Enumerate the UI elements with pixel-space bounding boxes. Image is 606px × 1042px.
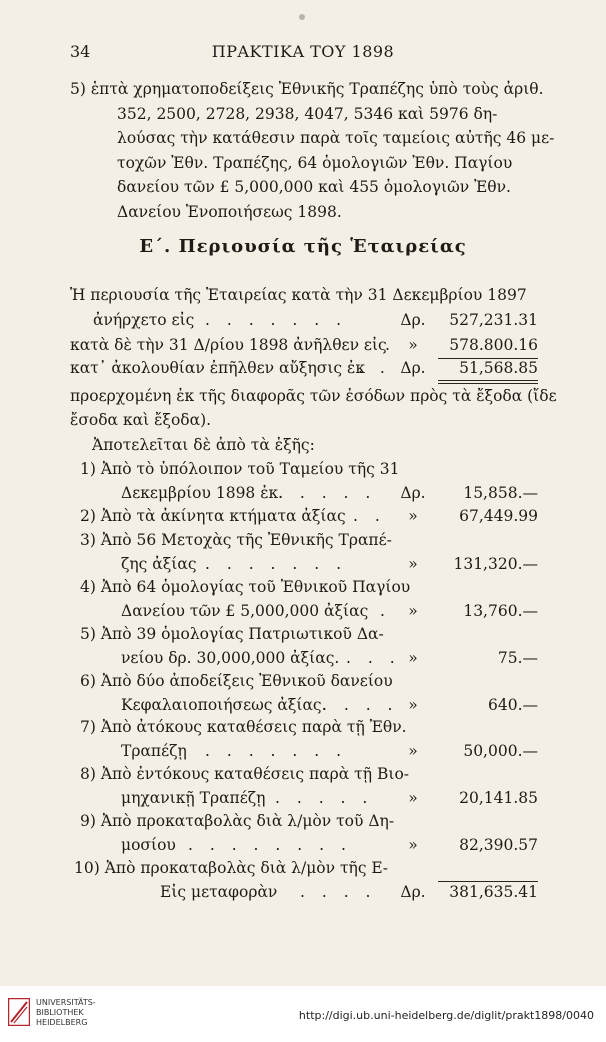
- currency: Δρ.: [400, 359, 426, 377]
- amount: 15,858.—: [463, 484, 538, 502]
- amount: 67,449.99: [459, 507, 538, 525]
- leader-dots: . . . . . . .: [205, 742, 348, 760]
- currency: »: [408, 649, 418, 667]
- library-logo-icon: [8, 998, 30, 1026]
- total-rule: [438, 383, 538, 384]
- currency: Δρ.: [400, 484, 426, 502]
- library-footer: [0, 986, 606, 1042]
- row-label: ἀνήρχετο εἰς: [93, 311, 195, 329]
- item-line: μηχανικῇ Τραπέζῃ: [121, 789, 266, 807]
- amount: 578.800.16: [449, 336, 538, 354]
- asset-item-9: [0, 812, 606, 862]
- item-5-paragraph: [70, 77, 555, 224]
- leader-dots: .: [385, 336, 396, 354]
- asset-item-5: [0, 625, 606, 675]
- text-line: 352, 2500, 2728, 2938, 4047, 5346 καὶ 5976 δη-: [117, 104, 498, 123]
- library-name-line: HEIDELBERG: [36, 1018, 88, 1027]
- item-line: Κεφαλαιοποιήσεως ἀξίας.: [121, 696, 327, 714]
- leader-dots: . .: [358, 359, 391, 377]
- carry-rule: [438, 881, 538, 882]
- text-line: 5) ἑπτὰ χρηματοποδείξεις Ἐθνικῆς Τραπέζης ὑπὸ τοὺς ἀριθ.: [70, 80, 544, 98]
- page-number: 34: [70, 42, 91, 61]
- carry-forward-row: [0, 883, 606, 907]
- page-header: [0, 42, 606, 68]
- amount: 50,000.—: [463, 742, 538, 760]
- text-line: δανείου τῶν £ 5,000,000 καὶ 455 ὁμολογιῶν Ἐθν.: [117, 178, 511, 196]
- source-url-link[interactable]: http://digi.ub.uni-heidelberg.de/diglit/prakt1898/0040: [298, 1009, 594, 1022]
- asset-item-10: [0, 859, 606, 883]
- currency: »: [408, 555, 418, 573]
- currency: »: [408, 507, 418, 525]
- item-line: 6) Ἀπὸ δύο ἀποδείξεις Ἐθνικοῦ δανείου: [80, 672, 393, 690]
- currency: »: [408, 602, 418, 620]
- property-intro: Ἡ περιουσία τῆς Ἑταιρείας κατὰ τὴν 31 Δεκεμβρίου 1897: [70, 286, 527, 304]
- leader-dots: . . . . .: [278, 484, 377, 502]
- item-line: 7) Ἀπὸ ἀτόκους καταθέσεις παρὰ τῇ Ἐθν.: [80, 718, 407, 736]
- text-line: Δανείου Ἑνοποιήσεως 1898.: [117, 202, 342, 221]
- asset-item-6: [0, 672, 606, 722]
- currency: Δρ.: [400, 883, 426, 901]
- leader-dots: . . . . . . .: [205, 555, 348, 573]
- row-label: Εἰς μεταφορὰν: [160, 883, 278, 901]
- asset-item-2: [0, 507, 606, 531]
- item-line: ζης ἀξίας: [121, 555, 197, 573]
- item-line: 9) Ἀπὸ προκαταβολὰς διὰ λ/μὸν τοῦ Δη-: [80, 812, 395, 830]
- leader-dots: . . .: [346, 649, 401, 667]
- leader-dots: . . . .: [322, 696, 399, 714]
- text-line: λούσας τὴν κατάθεσιν παρὰ τοῖς ταμείοις αὐτῆς 46 με-: [117, 129, 555, 147]
- asset-item-3: [0, 531, 606, 581]
- amount: 131,320.—: [453, 555, 538, 573]
- library-name-line: UNIVERSITÄTS-: [36, 998, 96, 1007]
- item-line: 8) Ἀπὸ ἐντόκους καταθέσεις παρὰ τῇ Βιο-: [80, 765, 410, 783]
- total-rule: [438, 380, 538, 381]
- leader-dots: . . . .: [300, 883, 377, 901]
- asset-item-1: [0, 460, 606, 510]
- property-text: προερχομένη ἐκ τῆς διαφορᾶς τῶν ἐσόδων πρὸς τὰ ἔξοδα (ἴδε: [70, 387, 557, 405]
- amount: 381,635.41: [449, 883, 538, 901]
- amount: 640.—: [487, 696, 538, 714]
- currency: »: [408, 836, 418, 854]
- running-title: ΠΡΑΚΤΙΚΑ ΤΟΥ 1898: [211, 42, 395, 61]
- leader-dots: . . . . . . . .: [188, 836, 352, 854]
- item-line: 1) Ἀπὸ τὸ ὑπόλοιπον τοῦ Ταμείου τῆς 31: [80, 460, 400, 478]
- item-line: νείου δρ. 30,000,000 ἀξίας.: [121, 649, 340, 667]
- amount: 82,390.57: [459, 836, 538, 854]
- library-name-line: BIBLIOTHEK: [36, 1008, 84, 1017]
- asset-item-7: [0, 718, 606, 768]
- item-line: 5) Ἀπὸ 39 ὁμολογίας Πατριωτικοῦ Δα-: [80, 625, 384, 643]
- library-name: [36, 998, 96, 1028]
- asset-item-4: [0, 578, 606, 628]
- amount: 13,760.—: [463, 602, 538, 620]
- section-title: Ε΄. Περιουσία τῆς Ἑταιρείας: [139, 236, 467, 257]
- currency: Δρ.: [400, 311, 426, 329]
- leader-dots: . . . . .: [275, 789, 374, 807]
- currency: »: [408, 742, 418, 760]
- amount: 527,231.31: [449, 311, 538, 329]
- currency: »: [408, 336, 418, 354]
- item-line: μοσίου: [121, 836, 176, 854]
- item-line: Δεκεμβρίου 1898 ἐκ.: [121, 484, 284, 502]
- row-label: κατ᾽ ἀκολουθίαν ἐπῆλθεν αὔξησις ἐκ: [70, 359, 366, 377]
- leader-dots: .: [380, 602, 391, 620]
- page-mark: [299, 14, 305, 20]
- amount: 75.—: [497, 649, 538, 667]
- amount: 20,141.85: [459, 789, 538, 807]
- currency: »: [408, 789, 418, 807]
- item-line: 2) Ἀπὸ τὰ ἀκίνητα κτήματα ἀξίας: [80, 507, 346, 525]
- leader-dots: . . . . . . .: [205, 311, 348, 329]
- property-text: Ἀποτελεῖται δὲ ἀπὸ τὰ ἑξῆς:: [92, 436, 315, 454]
- row-label: κατὰ δὲ τὴν 31 Δ/ρίου 1898 ἀνῆλθεν εἰς: [70, 336, 387, 354]
- item-line: 10) Ἀπὸ προκαταβολὰς διὰ λ/μὸν τῆς Ε-: [74, 859, 388, 877]
- amount: 51,568.85: [459, 359, 538, 377]
- text-line: τοχῶν Ἐθν. Τραπέζης, 64 ὁμολογιῶν Ἐθν. Παγίου: [117, 153, 513, 172]
- property-text: ἔσοδα καὶ ἔξοδα).: [70, 411, 212, 429]
- asset-item-8: [0, 765, 606, 815]
- item-line: Δανείου τῶν £ 5,000,000 ἀξίας: [121, 602, 369, 620]
- currency: »: [408, 696, 418, 714]
- item-line: 3) Ἀπὸ 56 Μετοχὰς τῆς Ἐθνικῆς Τραπέ-: [80, 531, 392, 549]
- leader-dots: . .: [353, 507, 386, 525]
- item-line: Τραπέζῃ: [121, 742, 187, 760]
- item-line: 4) Ἀπὸ 64 ὁμολογίας τοῦ Ἐθνικοῦ Παγίου: [80, 578, 411, 596]
